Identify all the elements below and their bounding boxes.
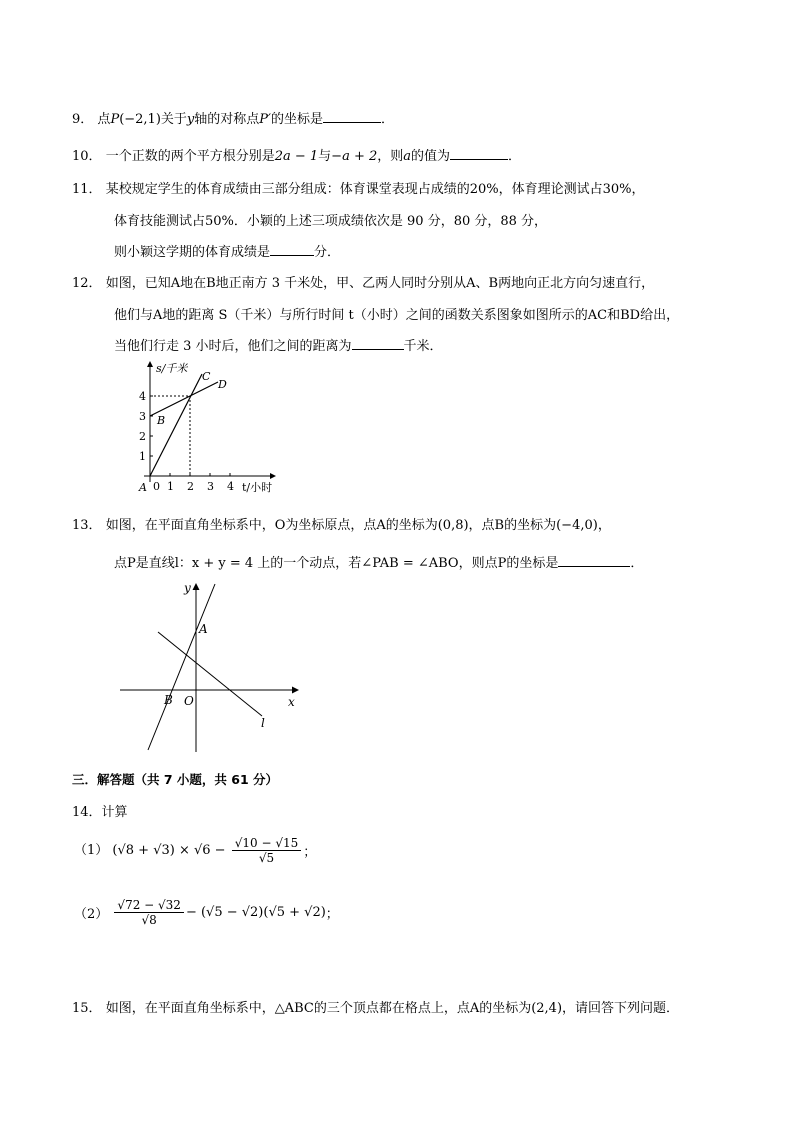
q10-expr2: −a + 2 [331,149,378,164]
point-label-O: O [184,694,194,708]
y-tick-3: 3 [139,410,146,423]
point-label-A: A [199,622,208,636]
question-12-line-1 [72,272,654,291]
line-l [158,632,262,716]
question-number: 13． [72,518,102,533]
x-tick-3: 3 [207,480,214,493]
q15-text: 如图，在平面直角坐标系中，△ABC的三个顶点都在格点上，点A的坐标为(2,4)，请回答下列问题． [105,1001,680,1016]
section-heading: 三．解答题（共 7 小题，共 61 分） [72,772,279,787]
point-label-D: D [218,378,227,391]
axis-label-x: x [288,695,295,709]
question-9 [72,108,394,127]
q14-part-1 [74,836,316,865]
axis-label-y: y [184,581,191,595]
question-number: 10． [72,149,102,164]
answer-blank[interactable] [450,147,508,160]
q11-text: 体育技能测试占50%．小颖的上述三项成绩依次是 90 分，80 分，88 分， [114,214,548,229]
q9-coord: (−2,1) [119,112,161,127]
q10-text3: ，则 [377,149,404,164]
answer-blank[interactable] [352,337,404,350]
question-12-line-3 [114,335,443,354]
part-label: （2） [74,907,109,922]
math-expression: − (√5 − √2)(√5 + √2) [185,905,326,920]
q13-text: 如图，在平面直角坐标系中，O为坐标原点，点A的坐标为(0,8)，点B的坐标为(−4,0)， [105,518,611,533]
q11-text: 某校规定学生的体育成绩由三部分组成：体育课堂表现占成绩的20%，体育理论测试占30%， [105,182,645,197]
punctuation: ； [325,907,339,922]
q12-text: 当他们行走 3 小时后，他们之间的距离为 [114,339,352,354]
y-tick-1: 1 [139,450,146,463]
math-expression: (√8 + √3) × √6 − [112,843,226,858]
y-tick-2: 2 [139,430,146,443]
q10-expr1: 2a − 1 [274,149,319,164]
q12-text: 如图，已知A地在B地正南方 3 千米处，甲、乙两人同时分别从A、B两地向正北方向匀速直行， [105,276,655,291]
q9-end: ． [381,112,395,127]
question-13-line-1 [72,514,611,533]
q10-text4: 的值为 [411,149,451,164]
y-axis-label: s/千米 [156,362,188,375]
point-label-C: C [202,370,211,383]
fraction [114,898,184,927]
q14-part-2 [74,898,339,927]
q9-point-prime: P′ [259,112,271,127]
q9-axis: y [186,112,195,127]
answer-blank[interactable] [558,554,630,567]
fraction-numerator: √10 − √15 [232,836,302,851]
x-tick-2: 2 [187,480,194,493]
question-number: 12． [72,276,102,291]
q9-text4: 的坐标是 [271,112,324,127]
question-13-line-2 [114,552,643,571]
answer-blank[interactable] [323,110,381,123]
line-AB [148,584,215,750]
q13-text: 点P是直线l：x + y = 4 上的一个动点，若∠PAB = ∠ABO，则点P的坐标是 [114,556,559,571]
x-axis-label: t/小时 [242,481,273,494]
q12-graph [130,358,290,498]
q12-text: 他们与A地的距离 S（千米）与所行时间 t（小时）之间的函数关系图象如图所示的AC和BD给出， [114,308,680,323]
answer-blank[interactable] [270,243,314,256]
question-12-line-2 [114,304,679,323]
question-14: 14．计算 [72,805,128,820]
question-11-line-3 [114,241,340,260]
question-number: 11． [72,182,102,197]
q12-text: 千米． [403,339,443,354]
question-11-line-2 [114,210,547,229]
question-number: 9． [72,112,94,127]
q9-text2: 关于 [160,112,187,127]
q9-point: P [110,112,120,127]
y-tick-4: 4 [139,390,146,403]
punctuation: ； [303,845,317,860]
question-11-line-1 [72,178,644,197]
q11-text: 分． [314,245,341,260]
x-tick-1: 1 [167,480,174,493]
question-10 [72,145,521,164]
point-label-B: B [164,693,173,707]
line-BD [150,382,218,416]
q13-graph [116,578,306,756]
x-tick-4: 4 [227,480,234,493]
question-number: 15． [72,1001,102,1016]
q10-end: ． [508,149,522,164]
point-label-A: A [139,481,147,494]
q9-text: 点 [97,112,111,127]
q10-text2: 与 [318,149,332,164]
line-label-l: l [261,716,265,730]
q10-var: a [403,149,412,164]
q11-text: 则小颖这学期的体育成绩是 [114,245,271,260]
q10-text: 一个正数的两个平方根分别是 [105,149,275,164]
fraction-denominator: √8 [141,913,157,927]
fraction [232,836,302,865]
part-label: （1） [74,843,109,858]
fraction-denominator: √5 [258,851,275,865]
fraction-numerator: √72 − √32 [114,898,184,913]
x-tick-0: 0 [153,480,160,493]
point-label-B: B [157,414,166,427]
q13-text: ． [630,556,644,571]
q9-text3: 轴的对称点 [194,112,260,127]
question-15 [72,997,679,1016]
